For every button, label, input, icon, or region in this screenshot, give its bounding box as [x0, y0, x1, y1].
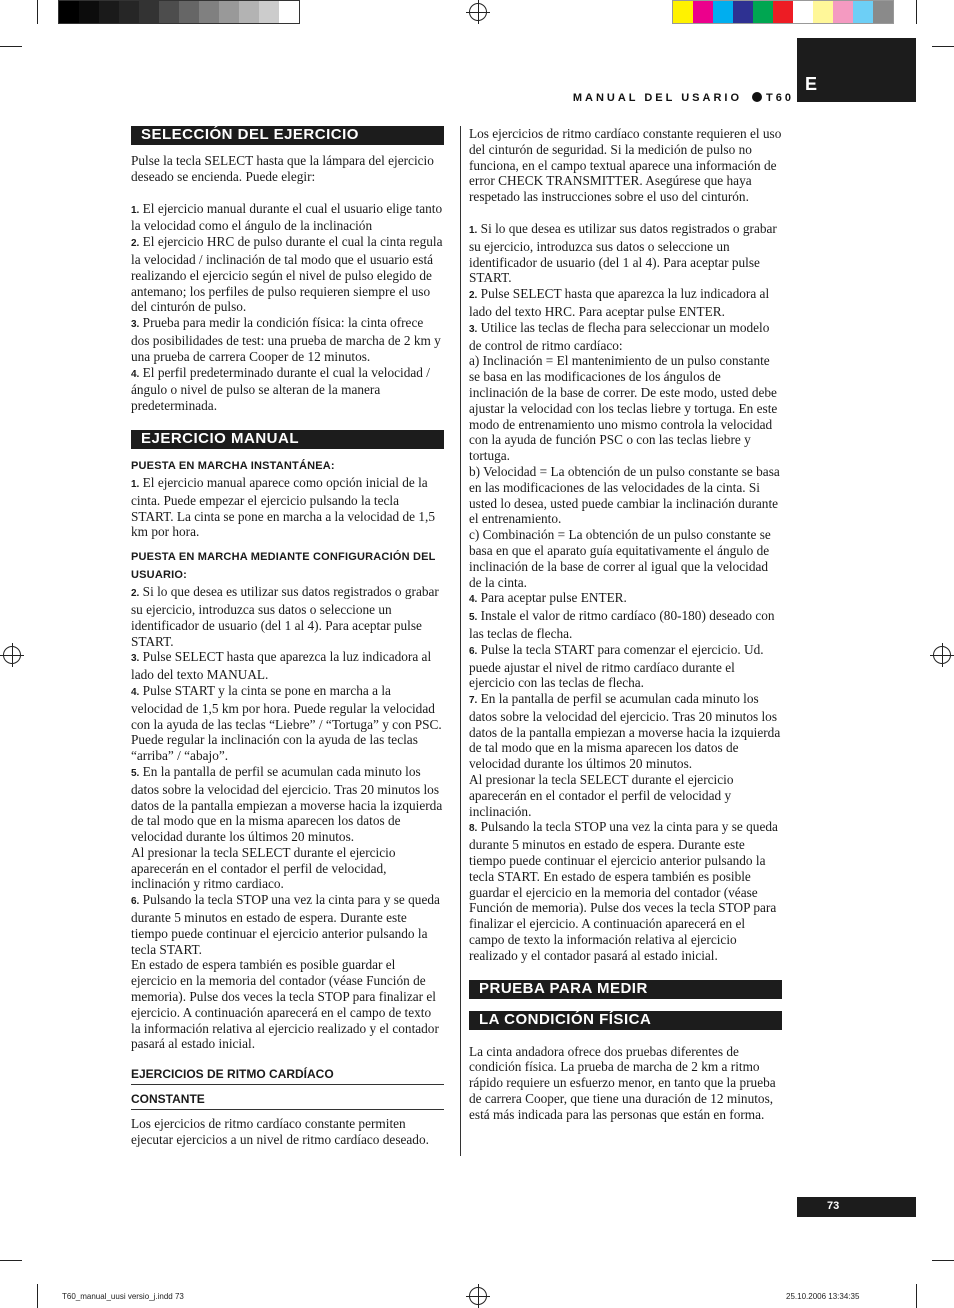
fitness-test-description: La cinta andadora ofrece dos pruebas diferentes de condición física. La prueba de marcha de 2 km a ritmo rápido requiere un esfuerzo menor, en tanto que la prueba de carrera Cooper, que tiene una duración de 12 minutos, está más indicada para las personas que están en forma. — [469, 1043, 776, 1122]
list-item — [469, 320, 782, 354]
color-swatch — [179, 1, 199, 23]
list-item-number: 3. — [131, 653, 140, 665]
list-item — [469, 772, 782, 819]
list-item — [131, 315, 444, 364]
list-item-text: Pulse SELECT hasta que aparezca la luz indicadora al lado del texto HRC. Para aceptar pulse ENTER. — [469, 286, 770, 319]
list-item — [469, 353, 782, 464]
list-item-text: c) Combinación = La obtención de un pulso constante se basa en que el aparato guía equitativamente el ángulo de inclinación de la base de correr al igual que la velocidad de la cinta. — [469, 527, 771, 590]
list-item-text: Pulsando la tecla STOP una vez la cinta para y se queda durante 5 minutos en estado de espera. Durante este tiempo puede continuar el ejercicio anterior pulsando la tecla START. — [131, 892, 440, 957]
list-item-number: 4. — [131, 368, 140, 380]
list-item-text: Pulse la tecla START para comenzar el ejercicio. Ud. puede ajustar el nivel de ritmo cardíaco durante el ejercicio con las teclas de flecha. — [469, 641, 764, 691]
list-item — [469, 527, 782, 590]
list-item — [131, 892, 444, 957]
registration-mark — [469, 1287, 487, 1305]
list-item-text: El ejercicio HRC de pulso durante el cual la cinta regula la velocidad / inclinación de tal modo que el usuario está realizando el ejercicio según el nivel de pulso elegido de antemano; los perfiles de pulso requieren siempre el uso del cinturón de pulso. — [131, 234, 443, 315]
crop-mark — [916, 1284, 917, 1308]
page-number-tab — [797, 1197, 916, 1217]
list-item-number: 6. — [469, 645, 478, 657]
color-swatch — [873, 1, 893, 23]
list-item-text: Si lo que desea es utilizar sus datos registrados o grabar su ejercicio, introduzca sus datos o seleccione un identificador de usuario (del 1 al 4). Para aceptar pulse START. — [131, 584, 439, 649]
list-item — [131, 201, 444, 235]
subheading-user-config: PUESTA EN MARCHA MEDIANTE CONFIGURACIÓN DEL USUARIO: — [131, 551, 436, 582]
bullet-dot-icon — [752, 92, 762, 102]
list-item-text: Pulsando la tecla STOP una vez la cinta para y se queda durante 5 minutos en estado de espera. Durante este tiempo puede continuar el ejercicio anterior pulsando la tecla START. En estado de espera también es posible guardar el ejercicio en la memoria del contador (véase Función de memoria). Pulse dos veces la tecla STOP para finalizar el ejercicio. A continuación aparecerá en el campo de texto la información relativa al ejercicio realizado y el contador pasará al estado inicial. — [469, 819, 778, 963]
list-item — [469, 608, 782, 642]
list-item-text: En la pantalla de perfil se acumulan cada minuto los datos sobre la velocidad del ejercicio. Tras 20 minutos los datos de la pantalla empiezan a moverse hacia la izquierda de tal modo que en la misma aparecen los datos de velocidad durante los últimos 20 minutos. — [131, 763, 443, 845]
subheading-instant-start: PUESTA EN MARCHA INSTANTÁNEA: — [131, 459, 335, 472]
color-swatch — [773, 1, 793, 23]
list-item-text: Para aceptar pulse ENTER. — [480, 590, 627, 606]
list-item-text: El perfil predeterminado durante el cual la velocidad / ángulo o nivel de pulso se alteran de la manera predeterminada. — [131, 364, 430, 414]
registration-mark — [933, 646, 951, 664]
list-item-number: 3. — [131, 319, 140, 331]
list-item — [469, 691, 782, 772]
color-swatch — [159, 1, 179, 23]
color-swatch — [853, 1, 873, 23]
crop-mark — [932, 46, 954, 47]
list-item — [469, 819, 782, 963]
color-swatch — [59, 1, 79, 23]
page-number: 73 — [827, 1200, 840, 1212]
section-title-condicion: LA CONDICIÓN FÍSICA — [469, 1011, 782, 1030]
crop-mark — [916, 0, 917, 24]
color-swatch — [119, 1, 139, 23]
color-calibration-bar — [672, 0, 894, 24]
color-swatch — [793, 1, 813, 23]
list-item — [131, 584, 444, 649]
list-item-text: Instale el valor de ritmo cardíaco (80-180) deseado con las teclas de flecha. — [469, 608, 775, 641]
subheading-constant: CONSTANTE — [131, 1085, 444, 1110]
color-swatch — [813, 1, 833, 23]
list-item-number: 1. — [469, 224, 478, 236]
list-item — [131, 234, 444, 315]
list-item-number: 7. — [469, 695, 478, 707]
color-swatch — [753, 1, 773, 23]
list-item-number: 4. — [469, 594, 478, 606]
list-item-number: 1. — [131, 478, 140, 490]
user-config-list — [131, 584, 444, 1052]
list-item-text: Si lo que desea es utilizar sus datos registrados o grabar su ejercicio, introduzca sus datos o seleccione un identificador de usuario (del 1 al 4). Para aceptar pulse START. — [469, 220, 777, 286]
right-column — [469, 126, 782, 1123]
list-item-text: En estado de espera también es posible guardar el ejercicio en la memoria del contador (véase Función de memoria). Pulse dos veces la tecla STOP para finalizar el ejercicio. A continuación aparecerá en el campo de texto la información relativa al ejercicio realizado y el contador pasará al estado inicial. — [131, 957, 439, 1052]
list-item-text: Pulse START y la cinta se pone en marcha a la velocidad de 1,5 km por hora. Puede regular la velocidad con la ayuda de las teclas “Liebre” / “Tortuga” y con PSC. Puede regular la inclinación con la ayuda de las teclas “arriba” / “abajo”. — [131, 682, 442, 764]
color-swatch — [733, 1, 753, 23]
list-item — [131, 683, 444, 764]
registration-mark — [3, 646, 21, 664]
color-swatch — [219, 1, 239, 23]
list-item-number: 5. — [469, 612, 478, 624]
list-item-number: 5. — [131, 767, 140, 779]
color-swatch — [79, 1, 99, 23]
list-item-number: 2. — [469, 290, 478, 302]
crop-mark — [0, 46, 22, 47]
list-item-number: 3. — [469, 323, 478, 335]
list-item-text: a) Inclinación = El mantenimiento de un pulso constante se basa en las modificaciones de los ángulos de inclinación de la base de correr. De este modo, usted debe ajustar la velocidad con los teclas liebre y tortuga. En este modo de entrenamiento uno mismo controla la velocidad con la ayuda de función PSC o con las teclas liebre y tortuga. — [469, 353, 778, 464]
list-item — [469, 590, 782, 608]
list-item — [469, 286, 782, 320]
list-item-text: Al presionar la tecla SELECT durante el ejercicio aparecerán en el contador el perfil de velocidad y inclinación. — [469, 772, 734, 819]
exercise-list — [131, 201, 444, 414]
model-label: T60 — [766, 92, 794, 104]
color-swatch — [713, 1, 733, 23]
subheading-hr-exercises: EJERCICIOS DE RITMO CARDÍACO — [131, 1060, 444, 1085]
color-swatch — [99, 1, 119, 23]
color-swatch — [693, 1, 713, 23]
list-item — [131, 764, 444, 845]
list-item-number: 4. — [131, 686, 140, 698]
list-item-number: 2. — [131, 588, 140, 600]
list-item-text: Pulse SELECT hasta que aparezca la luz indicadora al lado del texto MANUAL. — [131, 649, 432, 683]
list-item-text: Al presionar la tecla SELECT durante el ejercicio aparecerán en el contador el perfil de velocidad, inclinación y ritmo cardiaco. — [131, 844, 396, 892]
file-slug: T60_manual_uusi versio_j.indd 73 — [62, 1292, 184, 1301]
list-item — [469, 221, 782, 286]
column-divider — [460, 126, 461, 1156]
color-swatch — [833, 1, 853, 23]
instant-start-list — [131, 475, 444, 540]
list-item-text: El ejercicio manual aparece como opción inicial de la cinta. Puede empezar el ejercicio pulsando la tecla START. La cinta se pone en marcha a la velocidad de 1,5 km por hora. — [131, 474, 435, 540]
section-title-prueba: PRUEBA PARA MEDIR — [469, 980, 782, 999]
crop-mark — [932, 1260, 954, 1261]
section-title-seleccion: SELECCIÓN DEL EJERCICIO — [131, 126, 444, 145]
list-item-number: 6. — [131, 896, 140, 908]
list-item-text: El ejercicio manual durante el cual el usuario elige tanto la velocidad como el ángulo de la inclinación — [131, 200, 443, 234]
manual-label: MANUAL DEL USARIO — [572, 92, 742, 104]
color-swatch — [139, 1, 159, 23]
hr-intro: Los ejercicios de ritmo cardíaco constante requieren el uso del cinturón de seguridad. Si la medición de pulso no funciona, en el campo textual aparece una información de error CHECK TRANSMITTER. Asegúrese que haya respetado las instrucciones sobre el uso del cinturón. — [469, 126, 782, 205]
list-item-number: 8. — [469, 823, 478, 835]
list-item — [131, 957, 444, 1052]
color-swatch — [279, 1, 299, 23]
crop-mark — [37, 1284, 38, 1308]
color-swatch — [259, 1, 279, 23]
crop-mark — [37, 0, 38, 24]
section-intro: Pulse la tecla SELECT hasta que la lámpara del ejercicio deseado se encienda. Puede elegir: — [131, 153, 434, 184]
list-item — [131, 475, 444, 540]
list-item-text: En la pantalla de perfil se acumulan cada minuto los datos sobre la velocidad del ejercicio. Tras 20 minutos los datos de la pantalla empiezan a moverse hacia la izquierda de tal modo que en la misma aparecen los datos de velocidad durante los últimos 20 minutos. — [469, 691, 781, 772]
list-item — [131, 845, 444, 892]
list-item-number: 1. — [131, 204, 140, 216]
language-tab — [797, 38, 916, 102]
list-item — [131, 649, 444, 683]
hr-steps-list — [469, 221, 782, 964]
section-title-manual: EJERCICIO MANUAL — [131, 430, 444, 449]
color-swatch — [239, 1, 259, 23]
color-swatch — [673, 1, 693, 23]
list-item — [131, 365, 444, 414]
registration-mark — [469, 3, 487, 21]
list-item — [469, 642, 782, 691]
grayscale-calibration-bar — [58, 0, 300, 24]
left-column — [131, 126, 444, 1148]
constant-description: Los ejercicios de ritmo cardíaco constante permiten ejecutar ejercicios a un nivel de ritmo cardíaco deseado. — [131, 1116, 429, 1148]
list-item — [469, 464, 782, 527]
list-item-text: Utilice las teclas de flecha para seleccionar un modelo de control de ritmo cardíaco: — [469, 319, 770, 353]
date-slug: 25.10.2006 13:34:35 — [786, 1292, 860, 1301]
color-swatch — [199, 1, 219, 23]
list-item-text: b) Velocidad = La obtención de un pulso constante se basa en las modificaciones de las velocidades de la cinta. Si usted lo desea, usted puede cambiar la inclinación durante el entrenamiento. — [469, 463, 780, 527]
list-item-number: 2. — [131, 238, 140, 250]
crop-mark — [0, 1260, 22, 1261]
list-item-text: Prueba para medir la condición física: la cinta ofrece dos posibilidades de test: una prueba de marcha de 2 km y una prueba de carrera Cooper de 12 minutos. — [131, 315, 441, 364]
language-tab-label: E — [805, 74, 818, 94]
